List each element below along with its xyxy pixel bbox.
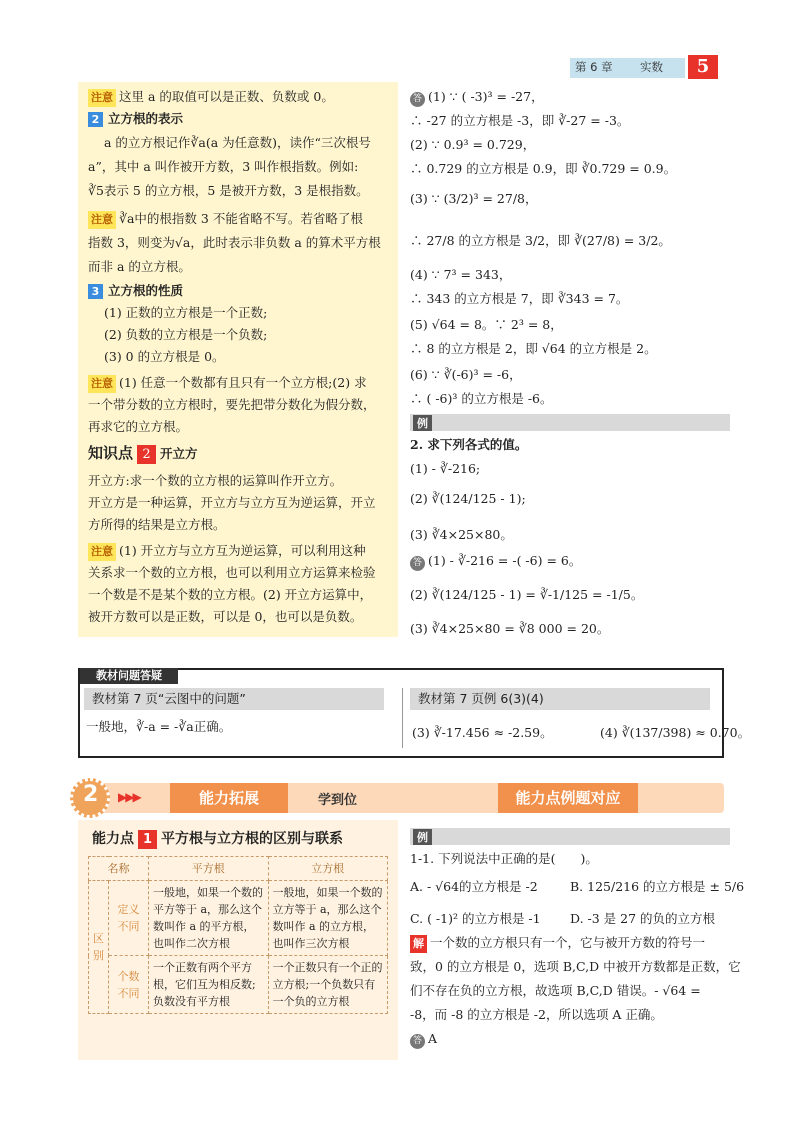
arrows-icon: ▶▶▶ xyxy=(118,790,140,804)
note-badge: 注意 xyxy=(88,211,116,229)
example-bar xyxy=(410,414,730,431)
section-number: 2 xyxy=(88,112,103,127)
answer-line: (2) ∵ 0.9³ = 0.729， xyxy=(410,137,536,152)
knowledge-point-label: 知识点 xyxy=(88,444,134,462)
header-subject: 实数 xyxy=(640,60,663,74)
solution-badge: 解 xyxy=(410,935,427,953)
note-text: 一个带分数的立方根时，要先把带分数化为假分数， xyxy=(88,397,376,412)
question-title: 1-1. 下列说法中正确的是( )。 xyxy=(410,851,598,866)
answer-line: (2) ∛(124/125 - 1) = ∛-1/125 = -1/5。 xyxy=(410,587,644,602)
banner-title: 能力拓展 xyxy=(170,783,288,813)
answer-icon: 答 xyxy=(410,556,425,571)
text-line: 开立方是一种运算，开立方与立方互为逆运算，开立 xyxy=(88,495,376,510)
option-c: C. ( -1)² 的立方根是 -1 xyxy=(410,911,541,926)
question-item: (2) ∛(124/125 - 1); xyxy=(410,491,526,506)
text-line: 开立方:求一个数的立方根的运算叫作开立方。 xyxy=(88,473,343,488)
page-number: 5 xyxy=(688,55,718,79)
table-cell: 一个正数只有一个正的立方根;一个负数只有一个负的立方根 xyxy=(268,956,388,1014)
answer-line: (3) ∵ (3/2)³ = 27/8， xyxy=(410,191,538,206)
table-row-label: 个数不同 xyxy=(109,956,149,1014)
ability-label: 能力点 xyxy=(92,831,134,847)
table-cell: 一般地，如果一个数的平方等于 a，那么这个数叫作 a 的平方根，也叫作二次方根 xyxy=(149,881,269,956)
textbook-qa-head: 教材第 7 页例 6(3)(4) xyxy=(410,688,710,710)
text-line: (1) 正数的立方根是一个正数; xyxy=(104,305,268,320)
section-title: 立方根的性质 xyxy=(108,283,184,298)
answer-line: ∴ 27/8 的立方根是 3/2，即 ∛(27/8) = 3/2。 xyxy=(410,233,671,248)
solution-line: 一个数的立方根只有一个，它与被开方数的符号一 xyxy=(430,935,706,950)
example-badge: 例 xyxy=(413,829,432,845)
solution-line: 致，0 的立方根是 0，选项 B,C,D 中被开方数都是正数，它 xyxy=(410,959,741,974)
ability-title xyxy=(92,828,343,849)
divider xyxy=(402,688,403,748)
textbook-qa-title: 教材问题答疑 xyxy=(80,668,178,684)
note-text: ∛a中的根指数 3 不能省略不写。若省略了根 xyxy=(119,211,363,226)
note-text: 而非 a 的立方根。 xyxy=(88,259,191,274)
note-text: 关系求一个数的立方根，也可以利用立方运算来检验 xyxy=(88,565,376,580)
banner-subtitle: 学到位 xyxy=(318,793,358,808)
answer-line: (6) ∵ ∛(-6)³ = -6， xyxy=(410,367,522,382)
example-bar xyxy=(410,828,730,845)
section-title: 立方根的表示 xyxy=(108,111,184,126)
answer-line: ∴ 0.729 的立方根是 0.9，即 ∛0.729 = 0.9。 xyxy=(410,161,677,176)
note-text: 被开方数可以是正数，可以是 0，也可以是负数。 xyxy=(88,609,363,624)
table-row-label: 定义不同 xyxy=(109,881,149,956)
answer-line: (4) ∵ 7³ = 343， xyxy=(410,267,512,282)
textbook-qa-head: 教材第 7 页“云图中的问题” xyxy=(84,688,384,710)
table-row xyxy=(89,881,388,956)
table-row xyxy=(89,857,388,881)
question-title: 2. 求下列各式的值。 xyxy=(410,437,528,452)
table-header: 平方根 xyxy=(149,857,269,881)
table-header: 立方根 xyxy=(268,857,388,881)
note-text: 一个数是不是某个数的立方根。(2) 开立方运算中， xyxy=(88,587,373,602)
text-line: (2) 负数的立方根是一个负数; xyxy=(104,327,268,342)
banner-number: 2 xyxy=(83,782,99,807)
note-badge: 注意 xyxy=(88,375,116,393)
note-text: 再求它的立方根。 xyxy=(88,419,189,434)
section-number: 3 xyxy=(88,284,103,299)
textbook-answer: (3) ∛-17.456 ≈ -2.59。 xyxy=(412,725,553,740)
text-line: (3) 0 的立方根是 0。 xyxy=(104,349,225,364)
note-text: 指数 3，则变为√a，此时表示非负数 a 的算术平方根 xyxy=(88,235,381,250)
answer-line: ∴ 343 的立方根是 7，即 ∛343 = 7。 xyxy=(410,291,629,306)
table-row xyxy=(89,956,388,1014)
note-text: 这里 a 的取值可以是正数、负数或 0。 xyxy=(119,89,334,104)
answer-line: ∴ ( -6)³ 的立方根是 -6。 xyxy=(410,391,553,406)
option-b: B. 125/216 的立方根是 ± 5/6 xyxy=(570,879,745,894)
table-group-label: 区别 xyxy=(89,881,109,1014)
answer-line: (3) ∛4×25×80 = ∛8 000 = 20。 xyxy=(410,621,610,636)
solution-line: 们不存在负的立方根，故选项 B,C,D 错误。- √64 = xyxy=(410,983,701,998)
option-d: D. -3 是 27 的负的立方根 xyxy=(570,911,716,926)
solution-line: -8，而 -8 的立方根是 -2，所以选项 A 正确。 xyxy=(410,1007,663,1022)
table-cell: 一般地，如果一个数的立方等于 a，那么这个数叫作 a 的立方根，也叫作三次方根 xyxy=(268,881,388,956)
note-text: (1) 开立方与立方互为逆运算，可以利用这种 xyxy=(119,543,366,558)
answer-line: ∴ 8 的立方根是 2，即 √64 的立方根是 2。 xyxy=(410,341,657,356)
text-line: ∛5表示 5 的立方根，5 是被开方数，3 是根指数。 xyxy=(88,183,369,198)
answer-line: ∴ -27 的立方根是 -3，即 ∛-27 = -3。 xyxy=(410,113,630,128)
note-badge: 注意 xyxy=(88,89,116,107)
knowledge-point-number: 2 xyxy=(137,445,156,464)
table-header: 名称 xyxy=(89,857,149,881)
question-item: (3) ∛4×25×80。 xyxy=(410,527,513,542)
answer-line: (1) - ∛-216 = -( -6) = 6。 xyxy=(428,553,582,568)
knowledge-point-title: 开立方 xyxy=(160,446,198,461)
ability-title-text: 平方根与立方根的区别与联系 xyxy=(161,831,343,847)
option-a: A. - √64的立方根是 -2 xyxy=(410,879,538,894)
table-cell: 一个正数有两个平方根，它们互为相反数;负数没有平方根 xyxy=(149,956,269,1014)
answer-line: (1) ∵ ( -3)³ = -27， xyxy=(428,89,544,104)
header-chapter: 第 6 章 xyxy=(575,60,613,74)
question-item: (1) - ∛-216; xyxy=(410,461,481,476)
answer-line: (5) √64 = 8。∵ 2³ = 8， xyxy=(410,317,563,332)
left-notes-panel xyxy=(78,82,398,637)
text-line: 方所得的结果是立方根。 xyxy=(88,517,226,532)
note-text: (1) 任意一个数都有且只有一个立方根;(2) 求 xyxy=(119,375,367,390)
textbook-answer: (4) ∛(137/398) ≈ 0.70。 xyxy=(600,725,751,740)
comparison-table xyxy=(88,856,388,1014)
banner-title-right: 能力点例题对应 xyxy=(498,783,638,813)
answer-text: A xyxy=(428,1031,438,1046)
answer-icon: 答 xyxy=(410,92,425,107)
answer-icon: 答 xyxy=(410,1034,425,1049)
text-line: a”，其中 a 叫作被开方数，3 叫作根指数。例如: xyxy=(88,159,359,174)
textbook-answer: 一般地，∛-a = -∛a正确。 xyxy=(86,719,232,734)
text-line: a 的立方根记作∛a(a 为任意数)，读作“三次根号 xyxy=(104,135,371,150)
ability-number: 1 xyxy=(138,830,157,849)
example-badge: 例 xyxy=(413,415,432,431)
note-badge: 注意 xyxy=(88,543,116,561)
